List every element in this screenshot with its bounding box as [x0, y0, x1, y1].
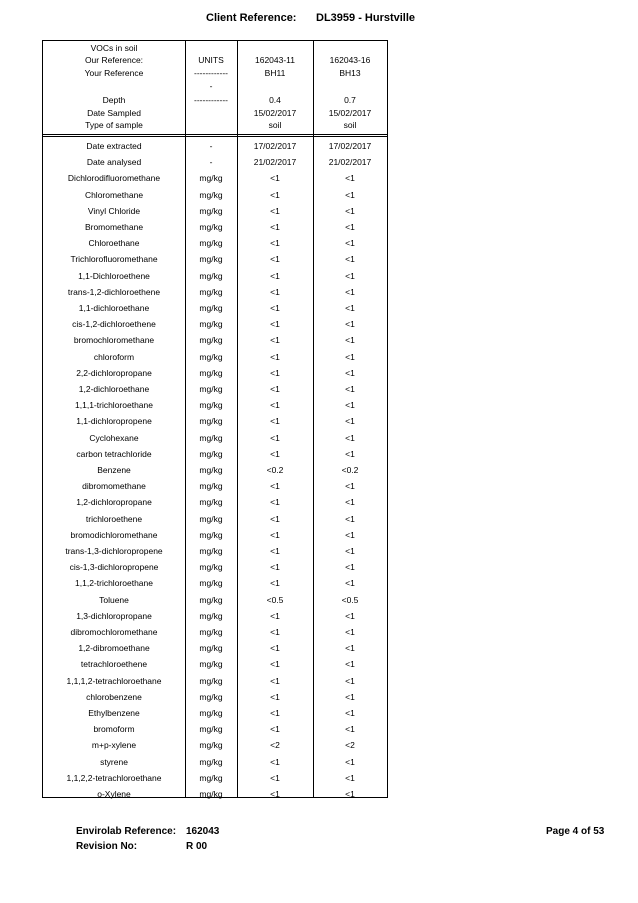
analyte-cell: Bromomethane [84, 222, 144, 232]
sample-1-cell: <1 [270, 708, 280, 718]
sample-2-cell: <1 [345, 562, 355, 573]
table-row [43, 141, 387, 153]
table-row [43, 222, 387, 234]
sample-2-cell: soil [343, 120, 357, 130]
table-row [43, 433, 387, 445]
units-cell: mg/kg [199, 627, 223, 637]
sample-1-cell: 15/02/2017 [253, 108, 297, 118]
sample-1-cell: <1 [270, 756, 280, 767]
sample-1-cell: <1 [270, 222, 280, 232]
analyte-cell: Date Sampled [87, 108, 141, 118]
header-row [43, 43, 387, 55]
sample-2-cell: <1 [345, 497, 355, 508]
analyte-cell: Type of sample [85, 120, 143, 130]
table-row [43, 757, 387, 769]
header-double-rule [43, 134, 387, 137]
sample-2-cell: 17/02/2017 [328, 141, 372, 151]
sample-1-cell: <1 [270, 384, 280, 394]
units-cell: mg/kg [199, 400, 223, 411]
sample-1-cell: <1 [270, 173, 280, 184]
table-row [43, 206, 387, 218]
sample-2-cell: <1 [345, 189, 355, 200]
sample-2-cell: <0.5 [341, 594, 359, 605]
sample-2-cell: <1 [345, 351, 355, 362]
sample-2-cell: <1 [345, 708, 355, 718]
sample-2-cell: <1 [345, 610, 355, 621]
analyte-cell: Trichlorofluoromethane [70, 254, 158, 265]
units-cell: mg/kg [199, 610, 223, 621]
units-cell: mg/kg [199, 740, 223, 751]
sample-1-cell: <1 [270, 724, 280, 735]
units-cell: mg/kg [199, 238, 223, 249]
analyte-cell: 1,1,2,2-tetrachloroethane [66, 772, 162, 783]
sample-1-cell: <1 [270, 562, 280, 573]
sample-2-cell: <1 [345, 513, 355, 524]
sample-1-cell: 21/02/2017 [253, 157, 297, 168]
table-row [43, 740, 387, 752]
table-row [43, 789, 387, 801]
units-cell: mg/kg [199, 448, 223, 459]
sample-1-cell: <1 [270, 546, 280, 556]
table-row [43, 627, 387, 639]
table-row [43, 578, 387, 590]
sample-2-cell: <1 [345, 303, 355, 313]
table-row [43, 497, 387, 509]
sample-1-cell: <0.2 [266, 465, 284, 475]
analyte-cell: 1,1-dichloroethane [78, 303, 150, 313]
table-row [43, 254, 387, 266]
analyte-cell: bromodichloromethane [70, 529, 158, 540]
revision-label: Revision No: [76, 841, 138, 852]
client-reference-label: Client Reference: [206, 12, 297, 24]
analyte-cell: chloroform [93, 351, 135, 362]
units-cell: mg/kg [199, 254, 223, 265]
sample-2-cell: <1 [345, 448, 355, 459]
analyte-cell: dibromomethane [82, 481, 146, 492]
table-row [43, 384, 387, 396]
table-row [43, 238, 387, 250]
table-row [43, 449, 387, 461]
analyte-cell: dibromochloromethane [70, 627, 158, 637]
analyte-cell: chlorobenzene [86, 691, 142, 702]
sample-1-cell: <1 [270, 400, 280, 411]
sample-2-cell: <1 [345, 400, 355, 411]
units-cell: mg/kg [199, 691, 223, 702]
sample-1-cell: <1 [270, 481, 280, 492]
sample-2-cell: <1 [345, 384, 355, 394]
table-row [43, 659, 387, 671]
analyte-cell: 1,1,1,2-tetrachloroethane [66, 675, 162, 686]
header-row [43, 68, 387, 80]
header-row [43, 120, 387, 132]
sample-1-cell: <1 [270, 335, 280, 346]
table-row [43, 157, 387, 169]
analyte-cell: Depth [102, 95, 126, 105]
table-row [43, 611, 387, 623]
analyte-cell: 1,3-dichloropropane [76, 610, 152, 621]
analyte-cell: Date analysed [86, 157, 142, 168]
sample-2-cell: <1 [345, 416, 355, 427]
sample-1-cell: <1 [270, 303, 280, 313]
sample-1-cell: <1 [270, 416, 280, 427]
revision-value: R 00 [186, 841, 208, 852]
units-cell: mg/kg [199, 643, 223, 654]
analyte-cell: trans-1,2-dichloroethene [67, 286, 161, 297]
units-cell: mg/kg [199, 270, 223, 281]
sample-1-cell: <0.5 [266, 594, 284, 605]
sample-1-cell: <1 [270, 319, 280, 330]
units-cell: mg/kg [199, 675, 223, 686]
header-row [43, 81, 387, 93]
table-row [43, 724, 387, 736]
sample-1-cell: <1 [270, 189, 280, 200]
units-cell: - [209, 141, 213, 151]
units-cell: mg/kg [199, 465, 223, 475]
table-row [43, 173, 387, 185]
units-cell: mg/kg [199, 513, 223, 524]
table-row [43, 319, 387, 331]
sample-2-cell: <1 [345, 481, 355, 492]
sample-2-cell: BH13 [339, 68, 361, 78]
units-cell: mg/kg [199, 205, 223, 216]
results-table [42, 40, 388, 798]
sample-2-cell: <1 [345, 643, 355, 654]
units-cell: mg/kg [199, 319, 223, 330]
sample-2-cell: <1 [345, 578, 355, 589]
analyte-cell: 2,2-dichloropropane [76, 367, 152, 378]
sample-1-cell: <1 [270, 238, 280, 249]
sample-2-cell: <1 [345, 772, 355, 783]
analyte-cell: Chloromethane [84, 189, 144, 200]
envirolab-reference-value: 162043 [186, 826, 220, 837]
units-cell: UNITS [198, 55, 224, 65]
analyte-cell: bromoform [93, 724, 135, 735]
sample-2-cell: <1 [345, 675, 355, 686]
sample-2-cell: <1 [345, 319, 355, 330]
sample-2-cell: 162043-16 [329, 55, 371, 65]
table-row [43, 303, 387, 315]
sample-1-cell: <1 [270, 659, 280, 670]
header-row [43, 95, 387, 107]
sample-2-cell: <1 [345, 756, 355, 767]
sample-1-cell: <1 [270, 513, 280, 524]
units-cell: mg/kg [199, 286, 223, 297]
sample-2-cell: <1 [345, 335, 355, 346]
table-row [43, 465, 387, 477]
sample-2-cell: <1 [345, 238, 355, 249]
sample-1-cell: <1 [270, 610, 280, 621]
units-cell: mg/kg [199, 416, 223, 427]
sample-2-cell: <1 [345, 367, 355, 378]
sample-2-cell: <1 [345, 529, 355, 540]
units-cell: mg/kg [199, 578, 223, 589]
header-row [43, 55, 387, 67]
table-row [43, 287, 387, 299]
sample-2-cell: <1 [345, 286, 355, 297]
analyte-cell: styrene [100, 756, 128, 767]
analyte-cell: trichloroethene [85, 513, 143, 524]
sample-2-cell: <1 [345, 789, 355, 799]
sample-1-cell: <1 [270, 529, 280, 540]
analyte-cell: tetrachloroethene [80, 659, 148, 670]
units-cell: mg/kg [199, 594, 223, 605]
analyte-cell: Cyclohexane [89, 432, 139, 443]
sample-2-cell: <1 [345, 724, 355, 735]
table-row [43, 190, 387, 202]
sample-2-cell: <0.2 [341, 465, 359, 475]
units-cell: mg/kg [199, 173, 223, 184]
units-cell: mg/kg [199, 724, 223, 735]
sample-1-cell: <1 [270, 351, 280, 362]
sample-1-cell: <1 [270, 497, 280, 508]
analyte-cell: 1,2-dichloroethane [78, 384, 150, 394]
sample-2-cell: <2 [345, 740, 355, 751]
sample-2-cell: 15/02/2017 [328, 108, 372, 118]
sample-2-cell: <1 [345, 691, 355, 702]
units-cell: mg/kg [199, 546, 223, 556]
sample-1-cell: <1 [270, 578, 280, 589]
sample-1-cell: <2 [270, 740, 280, 751]
sample-1-cell: <1 [270, 270, 280, 281]
units-cell: mg/kg [199, 756, 223, 767]
table-row [43, 708, 387, 720]
sample-1-cell: <1 [270, 367, 280, 378]
units-cell: mg/kg [199, 708, 223, 718]
sample-2-cell: <1 [345, 270, 355, 281]
units-cell: mg/kg [199, 789, 223, 799]
table-row [43, 692, 387, 704]
analyte-cell: 1,2-dibromoethane [78, 643, 150, 654]
units-cell: mg/kg [199, 497, 223, 508]
units-cell: ------------ [194, 95, 228, 105]
sample-2-cell: <1 [345, 205, 355, 216]
analyte-cell: carbon tetrachloride [76, 448, 152, 459]
table-row [43, 643, 387, 655]
sample-1-cell: <1 [270, 627, 280, 637]
sample-2-cell: <1 [345, 627, 355, 637]
units-cell: mg/kg [199, 303, 223, 313]
analyte-cell: Toluene [99, 594, 129, 605]
sample-1-cell: <1 [270, 643, 280, 654]
table-row [43, 481, 387, 493]
sample-1-cell: 17/02/2017 [253, 141, 297, 151]
sample-1-cell: <1 [270, 789, 280, 799]
table-row [43, 271, 387, 283]
sample-1-cell: <1 [270, 448, 280, 459]
sample-1-cell: <1 [270, 432, 280, 443]
table-row [43, 530, 387, 542]
units-cell: mg/kg [199, 384, 223, 394]
units-cell: mg/kg [199, 351, 223, 362]
sample-2-cell: <1 [345, 546, 355, 556]
table-row [43, 546, 387, 558]
header-row [43, 108, 387, 120]
sample-1-cell: <1 [270, 675, 280, 686]
sample-2-cell: 21/02/2017 [328, 157, 372, 168]
sample-1-cell: <1 [270, 691, 280, 702]
sample-2-cell: <1 [345, 254, 355, 265]
sample-1-cell: <1 [270, 205, 280, 216]
sample-2-cell: <1 [345, 173, 355, 184]
units-cell: mg/kg [199, 367, 223, 378]
analyte-cell: trans-1,3-dichloropropene [65, 546, 163, 556]
analyte-cell: o-Xylene [97, 789, 131, 799]
envirolab-reference-label: Envirolab Reference: [76, 826, 177, 837]
analyte-cell: 1,2-dichloropropane [76, 497, 152, 508]
table-row [43, 595, 387, 607]
analyte-cell: m+p-xylene [91, 740, 137, 751]
sample-2-cell: 0.7 [344, 95, 356, 105]
sample-1-cell: BH11 [264, 68, 286, 78]
analyte-cell: cis-1,2-dichloroethene [72, 319, 156, 330]
sample-2-cell: <1 [345, 222, 355, 232]
analyte-cell: 1,1-Dichloroethene [78, 270, 150, 281]
analyte-cell: Benzene [97, 465, 131, 475]
units-cell: mg/kg [199, 529, 223, 540]
units-cell: mg/kg [199, 562, 223, 573]
table-row [43, 400, 387, 412]
units-cell: - [209, 81, 213, 91]
table-row [43, 514, 387, 526]
units-cell: mg/kg [199, 481, 223, 492]
table-row [43, 352, 387, 364]
sample-1-cell: soil [268, 120, 282, 130]
units-cell: - [209, 157, 213, 168]
sample-1-cell: 0.4 [269, 95, 281, 105]
analyte-cell: cis-1,3-dichloropropene [69, 562, 159, 573]
units-cell: mg/kg [199, 659, 223, 670]
analyte-cell: 1,1,2-trichloroethane [75, 578, 153, 589]
units-cell: mg/kg [199, 772, 223, 783]
page-number: Page 4 of 53 [546, 826, 605, 837]
sample-1-cell: <1 [270, 286, 280, 297]
analyte-cell: Date extracted [86, 141, 142, 151]
units-cell: mg/kg [199, 335, 223, 346]
units-cell: mg/kg [199, 432, 223, 443]
table-row [43, 676, 387, 688]
analyte-cell: bromochloromethane [73, 335, 155, 346]
units-cell: mg/kg [199, 222, 223, 232]
table-row [43, 335, 387, 347]
sample-1-cell: 162043-11 [254, 55, 296, 65]
client-reference-value: DL3959 - Hurstville [316, 12, 416, 24]
sample-1-cell: <1 [270, 254, 280, 265]
table-row [43, 773, 387, 785]
units-cell: mg/kg [199, 189, 223, 200]
table-row [43, 416, 387, 428]
sample-2-cell: <1 [345, 659, 355, 670]
analyte-cell: 1,1-dichloropropene [76, 416, 152, 427]
analyte-cell: Your Reference [84, 68, 144, 78]
table-row [43, 562, 387, 574]
sample-2-cell: <1 [345, 432, 355, 443]
analyte-cell: Vinyl Chloride [87, 205, 141, 216]
table-row [43, 368, 387, 380]
analyte-cell: Ethylbenzene [88, 708, 140, 718]
analyte-cell: Chloroethane [88, 238, 140, 249]
analyte-cell: Our Reference: [84, 55, 144, 65]
analyte-cell: Dichlorodifluoromethane [67, 173, 161, 184]
analyte-cell: VOCs in soil [90, 43, 138, 53]
units-cell: ------------ [194, 68, 228, 78]
sample-1-cell: <1 [270, 772, 280, 783]
analyte-cell: 1,1,1-trichloroethane [75, 400, 153, 411]
